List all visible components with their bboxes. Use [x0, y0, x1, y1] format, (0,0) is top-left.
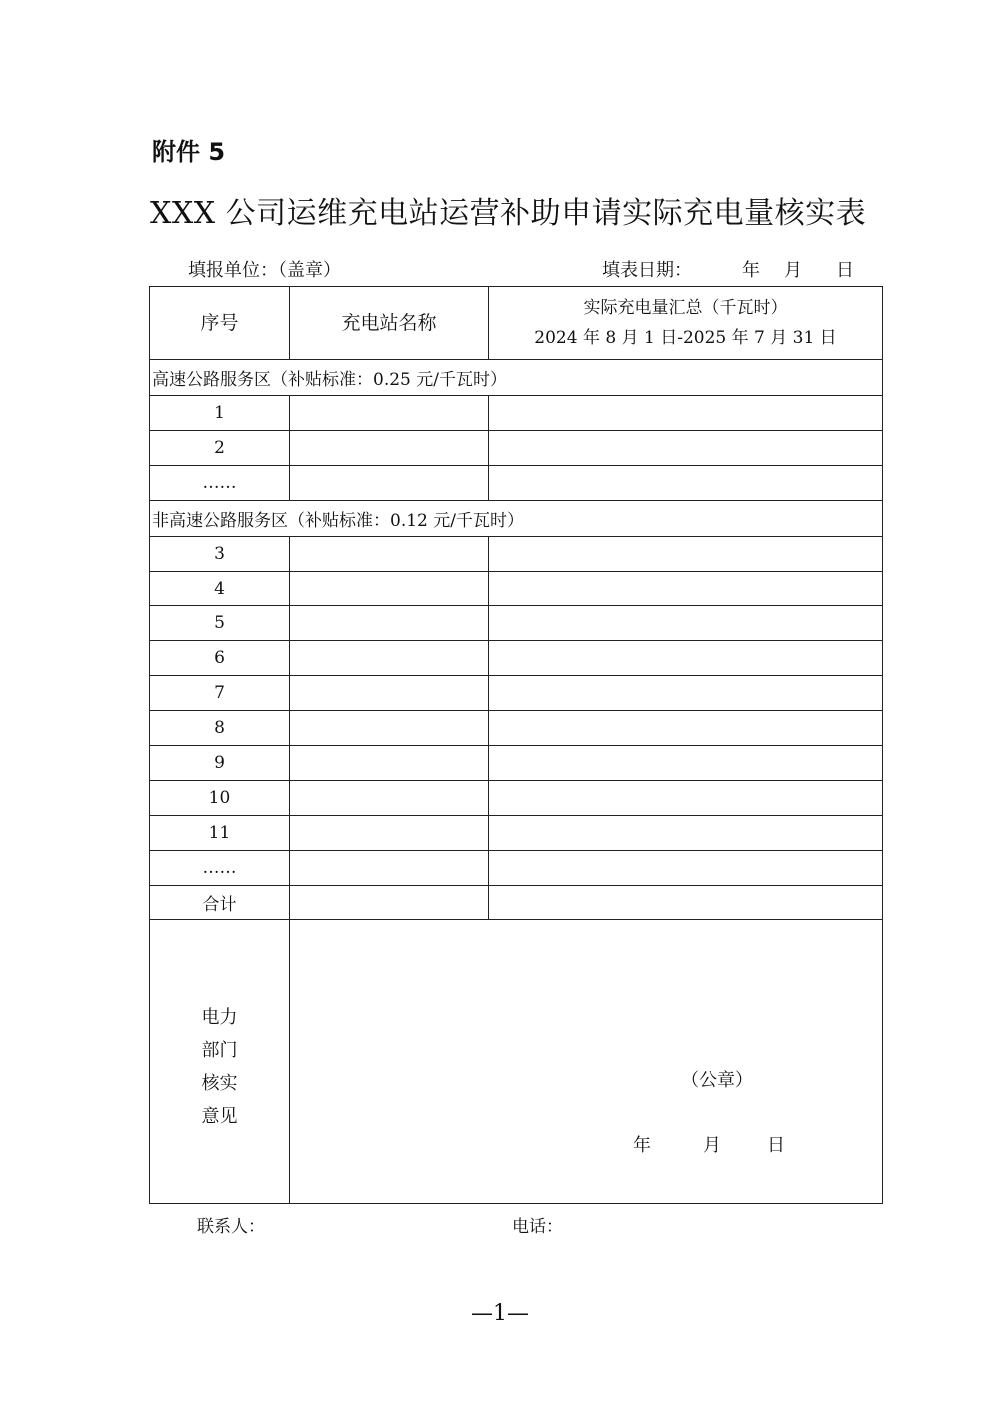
row-seq: …… — [150, 465, 290, 500]
table-row — [150, 571, 883, 606]
section-row — [150, 500, 883, 536]
filler-unit-label: 填报单位：（盖章） — [188, 260, 341, 281]
row-seq: …… — [150, 850, 290, 885]
row-station-name-cell[interactable] — [290, 641, 489, 676]
row-seq: 7 — [150, 676, 290, 711]
row-station-name-cell[interactable] — [290, 676, 489, 711]
row-station-name-cell[interactable] — [290, 711, 489, 746]
opinion-label-cell — [150, 920, 290, 1204]
row-station-name-cell[interactable] — [290, 780, 489, 815]
row-charge-total-cell[interactable] — [489, 606, 883, 641]
table-header-row — [150, 287, 883, 360]
row-charge-total-cell[interactable] — [489, 465, 883, 500]
official-seal-label: （公章） — [681, 1070, 753, 1092]
fill-date-day: 日 — [836, 260, 854, 281]
table-row — [150, 815, 883, 850]
row-seq: 5 — [150, 606, 290, 641]
fill-date — [602, 256, 854, 282]
section-highway-label: 高速公路服务区（补贴标准：0.25 元/千瓦时） — [150, 360, 883, 396]
table-row — [150, 430, 883, 465]
row-charge-total-cell[interactable] — [489, 641, 883, 676]
document-title: XXX 公司运维充电站运营补助申请实际充电量核实表 — [150, 196, 867, 231]
row-charge-total-cell[interactable] — [489, 571, 883, 606]
table-row — [150, 676, 883, 711]
opinion-date-month: 月 — [703, 1135, 721, 1157]
row-seq: 2 — [150, 430, 290, 465]
row-seq: 1 — [150, 396, 290, 431]
opinion-row — [150, 920, 883, 1204]
opinion-date-day: 日 — [767, 1135, 785, 1157]
row-charge-total-cell[interactable] — [489, 430, 883, 465]
row-charge-total-cell[interactable] — [489, 780, 883, 815]
phone-label: 电话： — [512, 1217, 563, 1237]
row-seq: 10 — [150, 780, 290, 815]
row-station-name-cell[interactable] — [290, 465, 489, 500]
table-row — [150, 711, 883, 746]
opinion-label-line: 电力 — [201, 1006, 238, 1028]
opinion-label — [150, 991, 289, 1133]
row-station-name-cell[interactable] — [290, 430, 489, 465]
total-value-cell[interactable] — [489, 885, 883, 920]
opinion-label-line: 核实 — [201, 1072, 238, 1094]
opinion-label-line: 意见 — [201, 1105, 238, 1127]
header-seq: 序号 — [150, 287, 290, 360]
table-row — [150, 850, 883, 885]
header-total-period: 2024 年 8 月 1 日-2025 年 7 月 31 日 — [534, 328, 837, 348]
row-seq: 3 — [150, 536, 290, 571]
table-row — [150, 746, 883, 781]
row-charge-total-cell[interactable] — [489, 396, 883, 431]
section-non-highway-label: 非高速公路服务区（补贴标准：0.12 元/千瓦时） — [150, 500, 883, 536]
page-number: —1— — [471, 1301, 529, 1326]
row-station-name-cell[interactable] — [290, 571, 489, 606]
fill-date-month: 月 — [784, 260, 802, 281]
row-charge-total-cell[interactable] — [489, 815, 883, 850]
fill-date-year: 年 — [742, 260, 760, 281]
section-row — [150, 360, 883, 396]
row-charge-total-cell[interactable] — [489, 711, 883, 746]
row-station-name-cell[interactable] — [290, 850, 489, 885]
total-label: 合计 — [150, 885, 290, 920]
opinion-label-line: 部门 — [201, 1039, 238, 1061]
row-seq: 11 — [150, 815, 290, 850]
contact-person-label: 联系人： — [197, 1217, 265, 1237]
opinion-date — [633, 1131, 785, 1157]
row-seq: 9 — [150, 746, 290, 781]
header-total — [489, 287, 883, 360]
fill-date-label: 填表日期： — [602, 260, 692, 281]
row-seq: 6 — [150, 641, 290, 676]
row-station-name-cell[interactable] — [290, 396, 489, 431]
row-charge-total-cell[interactable] — [489, 746, 883, 781]
total-name-cell[interactable] — [290, 885, 489, 920]
table-row — [150, 465, 883, 500]
opinion-content-cell[interactable] — [290, 920, 883, 1204]
total-row — [150, 885, 883, 920]
row-charge-total-cell[interactable] — [489, 536, 883, 571]
row-station-name-cell[interactable] — [290, 536, 489, 571]
header-station-name: 充电站名称 — [290, 287, 489, 360]
attachment-label: 附件 5 — [152, 138, 226, 166]
header-total-title: 实际充电量汇总（千瓦时） — [583, 298, 788, 318]
row-seq: 8 — [150, 711, 290, 746]
table-row — [150, 536, 883, 571]
row-charge-total-cell[interactable] — [489, 676, 883, 711]
row-station-name-cell[interactable] — [290, 606, 489, 641]
table-row — [150, 780, 883, 815]
row-charge-total-cell[interactable] — [489, 850, 883, 885]
table-row — [150, 396, 883, 431]
table-row — [150, 606, 883, 641]
row-seq: 4 — [150, 571, 290, 606]
row-station-name-cell[interactable] — [290, 746, 489, 781]
row-station-name-cell[interactable] — [290, 815, 489, 850]
verification-table — [149, 286, 883, 1204]
opinion-date-year: 年 — [633, 1135, 651, 1157]
table-row — [150, 641, 883, 676]
